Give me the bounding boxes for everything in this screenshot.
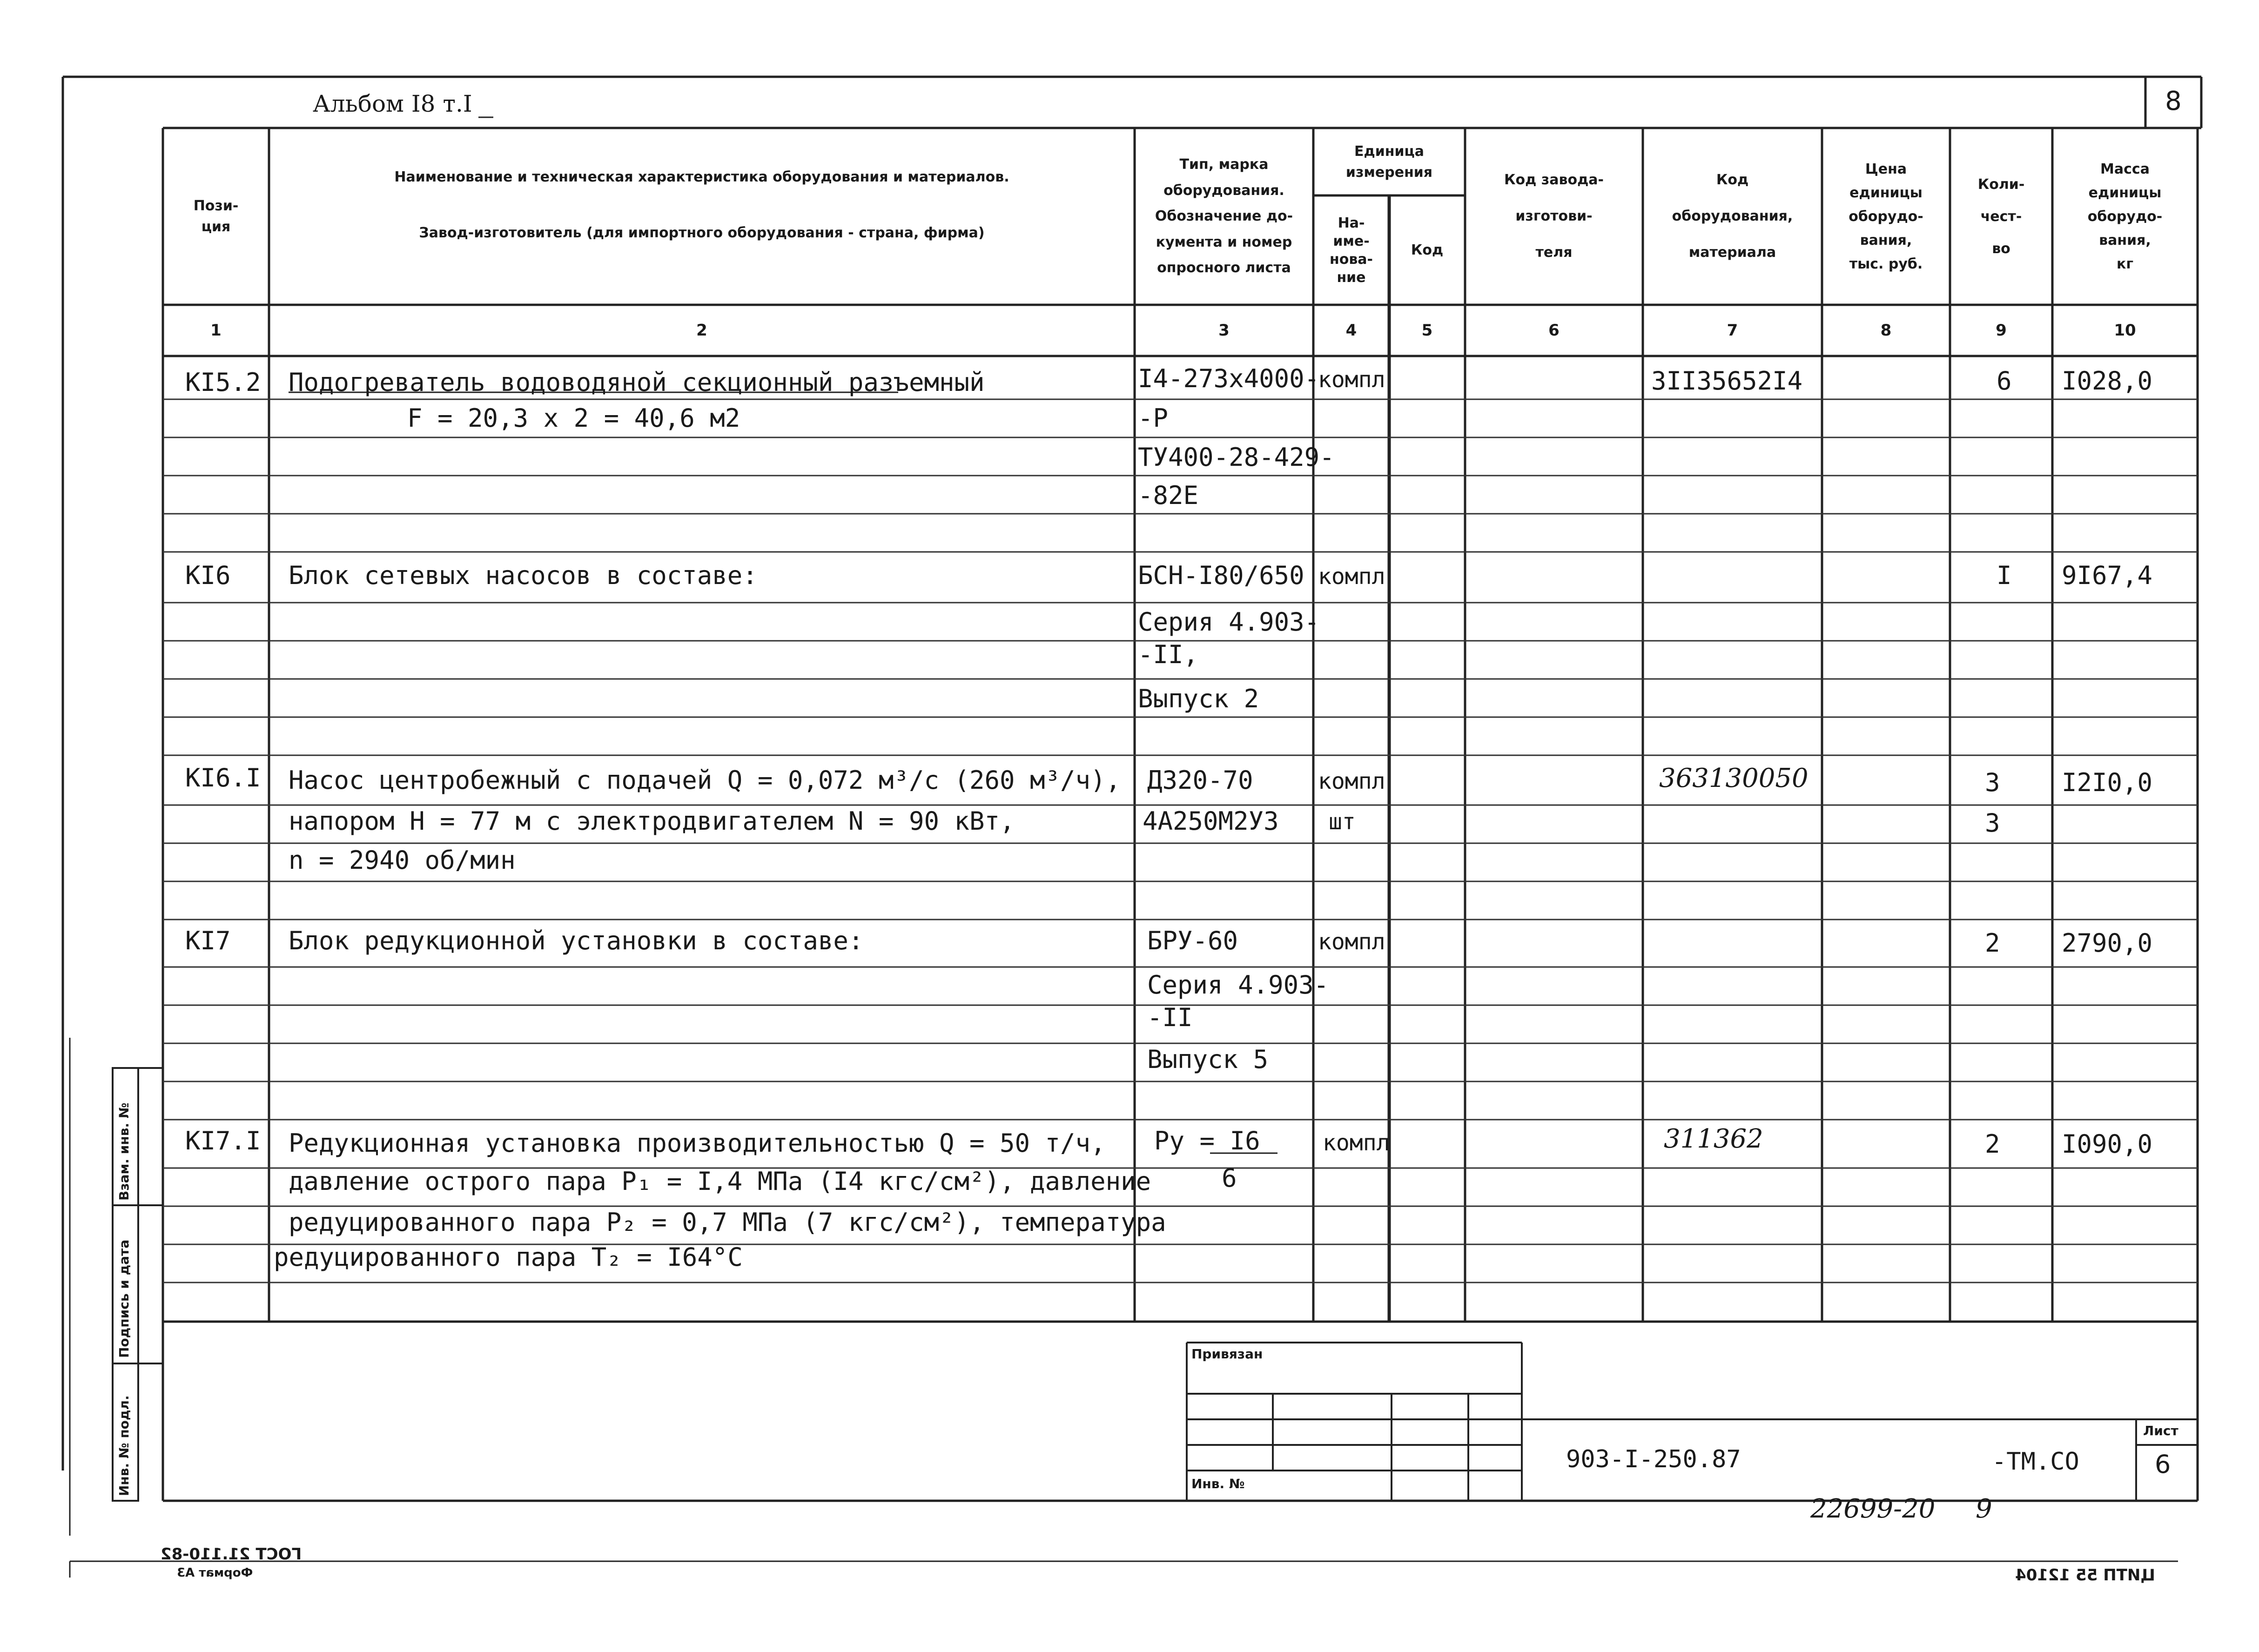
col-number: 5 xyxy=(1421,321,1433,340)
unit-name: компл xyxy=(1318,929,1385,955)
item-type: -82Е xyxy=(1138,481,1199,510)
header-unit: Единица измерения xyxy=(1345,143,1433,181)
quantity: I xyxy=(1997,561,2012,590)
header-mass: Масса единицы оборудо- вания, кг xyxy=(2087,161,2163,272)
side-label-orig-inv: Инв. № подл. xyxy=(116,1395,132,1496)
header-equipment-code: Код оборудования, материала xyxy=(1672,172,1793,261)
header-unit-name: На- име- нова- ние xyxy=(1329,215,1373,286)
item-name: редуцированного пара Р₂ = 0,7 МПа (7 кгс/см²), температура xyxy=(289,1208,1166,1237)
position: КI5.2 xyxy=(185,368,261,397)
item-type: 4А250М2У3 xyxy=(1143,806,1279,836)
item-type: Выпуск 2 xyxy=(1138,684,1259,713)
item-name: напором Н = 77 м с электродвигателем N = 90 кВт, xyxy=(289,806,1015,836)
item-type: БСН-I80/650 xyxy=(1138,561,1304,590)
unit-name: компл xyxy=(1318,367,1385,393)
quantity: 3 xyxy=(1985,768,2000,797)
position: КI6.I xyxy=(185,763,261,792)
item-type: Д320-70 xyxy=(1147,766,1253,795)
quantity: 2 xyxy=(1985,1129,2000,1159)
document-suffix: -ТМ.СО xyxy=(1992,1448,2079,1476)
equipment-code: 3II35652I4 xyxy=(1651,366,1803,396)
item-type: -II xyxy=(1147,1003,1193,1032)
position: КI7 xyxy=(185,926,231,955)
col-number: 9 xyxy=(1996,321,2007,340)
header-price: Цена единицы оборудо- вания, тыс. руб. xyxy=(1849,161,1923,272)
position: КI7.I xyxy=(185,1126,261,1155)
item-name: редуцированного пара Т₂ = I64°С xyxy=(274,1242,743,1272)
bottom-number-extra: 9 xyxy=(1976,1494,1992,1524)
item-type: Серия 4.903- xyxy=(1138,607,1320,637)
item-name: Насос центробежный с подачей Q = 0,072 м³/с (260 м³/ч), xyxy=(289,766,1121,795)
equipment-code: 363130050 xyxy=(1659,763,1809,793)
equipment-code: 311362 xyxy=(1664,1124,1763,1154)
item-type: БРУ-60 xyxy=(1147,926,1238,955)
header-unit-code: Код xyxy=(1411,242,1444,258)
item-type: 6 xyxy=(1222,1163,1237,1193)
sheet-label: Лист xyxy=(2143,1423,2178,1438)
stamp-privyazan: Привязан xyxy=(1191,1346,1263,1362)
footer-gost: ГОСТ 21.110-82 xyxy=(161,1545,302,1564)
item-name: Блок редукционной установки в составе: xyxy=(289,926,864,955)
item-name: Подогреватель водоводяной секционный разъемный xyxy=(289,368,985,397)
item-name: Блок сетевых насосов в составе: xyxy=(289,561,758,590)
item-type: -II, xyxy=(1138,640,1199,669)
item-name: давление острого пара Р₁ = I,4 МПа (I4 кгс/см²), давление xyxy=(289,1167,1151,1196)
header-factory-code: Код завода- изготови- теля xyxy=(1504,172,1604,261)
stamp-inv-no: Инв. № xyxy=(1191,1476,1245,1491)
position: КI6 xyxy=(185,561,231,590)
header-type: Тип, марка оборудования. Обозначение до- кумента и номер опросного листа xyxy=(1155,156,1293,276)
footer-citp: ЦИТП 55 12104 xyxy=(2015,1566,2155,1585)
item-type: ТУ400-28-429- xyxy=(1138,443,1335,472)
item-type: I4-273x4000- xyxy=(1138,364,1320,393)
document-code: 903-I-250.87 xyxy=(1566,1445,1741,1473)
header-position: Пози- ция xyxy=(193,198,239,235)
quantity: 3 xyxy=(1985,808,2000,838)
header-quantity: Коли- чест- во xyxy=(1977,176,2025,257)
col-number: 6 xyxy=(1548,321,1560,340)
unit-name: компл xyxy=(1323,1130,1390,1156)
album-part: т.I xyxy=(443,90,472,117)
col-number: 2 xyxy=(696,321,707,340)
quantity: 6 xyxy=(1997,366,2012,396)
col-number: 7 xyxy=(1727,321,1738,340)
footer-format: Формат А3 xyxy=(177,1566,253,1580)
item-type: -Р xyxy=(1138,403,1169,433)
header-name-line1: Наименование и техническая характеристика оборудования и материалов. xyxy=(394,168,1009,185)
item-name: F = 20,3 x 2 = 40,6 м2 xyxy=(407,403,740,433)
mass: 9I67,4 xyxy=(2062,561,2153,590)
album-label: Альбом I8 xyxy=(313,90,436,117)
item-name: n = 2940 об/мин xyxy=(289,846,516,875)
sheet-number: 6 xyxy=(2155,1450,2171,1479)
item-type: Ру = I6 xyxy=(1154,1126,1260,1155)
unit-name: шт xyxy=(1329,809,1356,835)
header-name-line2: Завод-изготовитель (для импортного оборудования - страна, фирма) xyxy=(419,224,985,241)
bottom-number: 22699-20 xyxy=(1810,1494,1936,1524)
unit-name: компл xyxy=(1318,768,1385,794)
quantity: 2 xyxy=(1985,928,2000,958)
corner-page-number: 8 xyxy=(2165,86,2182,116)
col-number: 1 xyxy=(210,321,222,340)
col-number: 8 xyxy=(1880,321,1892,340)
item-type: Серия 4.903- xyxy=(1147,970,1329,1000)
col-number: 3 xyxy=(1218,321,1230,340)
album-title xyxy=(313,92,472,115)
mass: 2790,0 xyxy=(2062,928,2153,958)
mass: I090,0 xyxy=(2062,1129,2153,1159)
item-name: Редукционная установка производительностью Q = 50 т/ч, xyxy=(289,1128,1106,1158)
side-label-replace-inv: Взам. инв. № xyxy=(116,1102,132,1201)
item-type: Выпуск 5 xyxy=(1147,1045,1269,1074)
unit-name: компл xyxy=(1318,564,1385,590)
side-label-signature-date: Подпись и дата xyxy=(116,1239,132,1358)
mass: I028,0 xyxy=(2062,366,2153,396)
mass: I2I0,0 xyxy=(2062,768,2153,797)
col-number: 10 xyxy=(2114,321,2136,340)
col-number: 4 xyxy=(1345,321,1357,340)
